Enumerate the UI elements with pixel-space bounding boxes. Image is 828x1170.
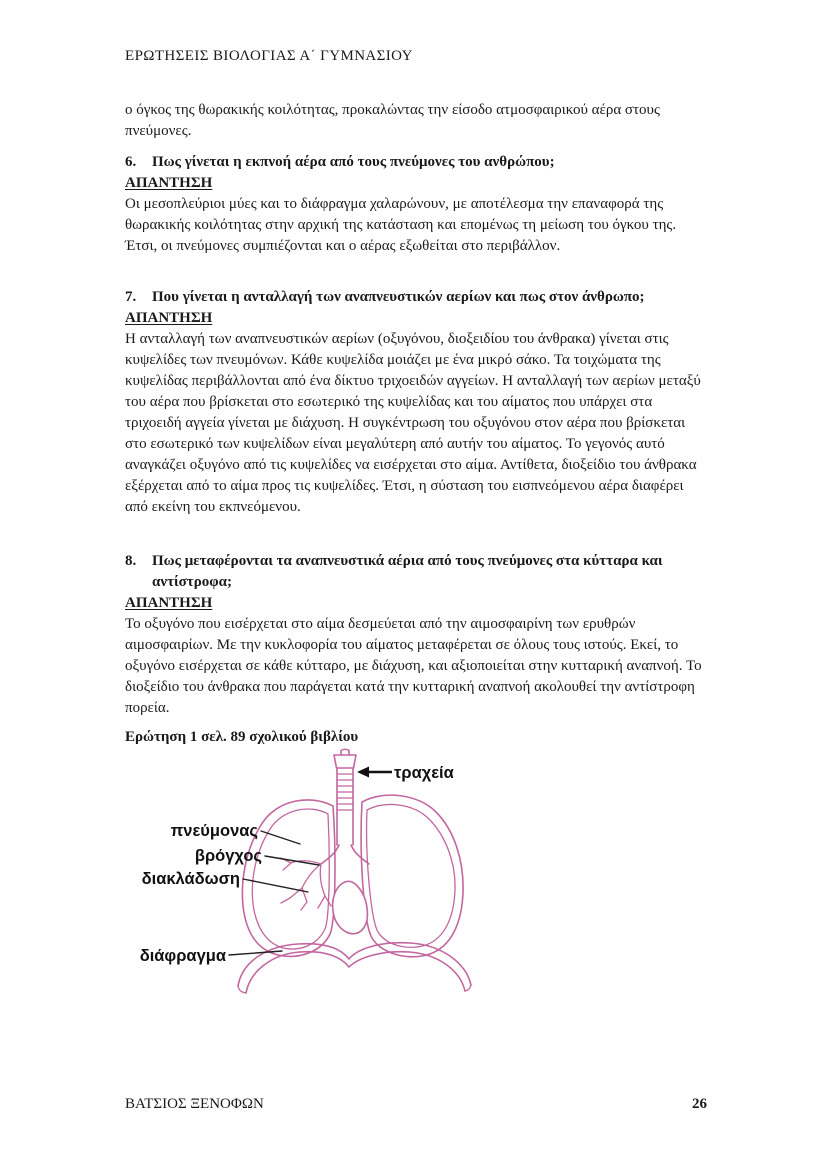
larynx-drawing — [341, 749, 349, 755]
branching-label: διακλάδωση — [141, 870, 240, 888]
document-header: ΕΡΩΤΗΣΕΙΣ ΒΙΟΛΟΓΙΑΣ Α΄ ΓΥΜΝΑΣΙΟΥ — [125, 48, 413, 64]
footer-page-number: 26 — [692, 1096, 707, 1112]
answer-label: ΑΠΑΝΤΗΣΗ — [125, 175, 213, 191]
lung-label: πνεύμονας — [170, 822, 258, 840]
trachea-label: τραχεία — [394, 764, 454, 782]
answer-6-text: Οι μεσοπλεύριοι μύες και το διάφραγμα χαλαρώνουν, με αποτέλεσμα την επαναφορά της θωρακικής κοιλότητας στην αρχική της κατάσταση και επομένως τη μείωση του όγκου της. Έτσι, οι πνεύμονες συμπιέζονται και ο αέρας εξωθείται στο περιβάλλον. — [125, 196, 677, 254]
question-block-7 — [125, 287, 707, 518]
question-block-8 — [125, 551, 707, 719]
diaphragm-label: διάφραγμα — [139, 947, 226, 965]
thyroid-cartilage-drawing — [334, 755, 356, 768]
question-8-number: 8. — [125, 553, 137, 569]
trachea-arrowhead-icon — [357, 767, 369, 778]
question-7-title — [125, 287, 707, 308]
respiratory-system-figure — [130, 748, 500, 1020]
answer-8-text: Το οξυγόνο που εισέρχεται στο αίμα δεσμεύεται από την αιμοσφαιρίνη των ερυθρών αιμοσφαιρίων. Με την κυκλοφορία του αίματος μεταφέρεται σε όλους τους ιστούς. Εκεί, το οξυγόνο εισέρχεται σε κάθε κύτταρο, με διάχυση, και αξιοποιείται στην κυτταρική αναπνοή. Το διοξείδιο του άνθρακα που παράγεται κατά την κυτταρική αναπνοή ακολουθεί την αντίστροφη πορεία. — [125, 616, 702, 716]
footer-author: ΒΑΤΣΙΟΣ ΞΕΝΟΦΩΝ — [125, 1096, 264, 1112]
right-lung-outline — [361, 795, 463, 957]
heart-drawing — [333, 881, 368, 934]
page-footer — [125, 1096, 707, 1113]
question-7-title-text: Που γίνεται η ανταλλαγή των αναπνευστικών αερίων και πως στον άνθρωπο; — [152, 289, 645, 305]
figure-heading: Ερώτηση 1 σελ. 89 σχολικού βιβλίου — [125, 729, 359, 745]
trachea-rings — [337, 774, 353, 810]
bronchus-label: βρόγχος — [194, 847, 262, 865]
question-6-title-text: Πως γίνεται η εκπνοή αέρα από τους πνεύμονες του ανθρώπου; — [152, 154, 555, 170]
answer-7-text: Η ανταλλαγή των αναπνευστικών αερίων (οξυγόνου, διοξειδίου του άνθρακα) γίνεται στις κυψελίδες των πνευμόνων. Κάθε κυψελίδα μοιάζει με ένα μικρό σάκο. Τα τοιχώματα της κυψελίδας περιβάλλονται από ένα δίκτυο τριχοειδών αγγείων. Η ανταλλαγή των αερίων μεταξύ του αέρα που βρίσκεται στο εσωτερικό της κυψελίδας και του αίματος που υπάρχει στα τριχοειδή αγγεία γίνεται με διάχυση. Η συγκέντρωση του οξυγόνου στον αέρα που βρίσκεται στο εσωτερικό των κυψελίδων είναι μεγαλύτερη από αυτήν του αίματος. Το γεγονός αυτό αναγκάζει οξυγόνο από τις κυψελίδες να εισέρχεται στο αίμα. Αντίθετα, διοξείδιο του άνθρακα εξέρχεται από το αίμα προς τις κυψελίδες. Έτσι, η σύσταση του εισπνεόμενου αέρα διαφέρει από εκείνη του εκπνεόμενου. — [125, 331, 701, 515]
question-7-number: 7. — [125, 289, 137, 305]
question-8-title-text: Πως μεταφέρονται τα αναπνευστικά αέρια από τους πνεύμονες στα κύτταρα και αντίστροφα; — [152, 553, 663, 590]
right-lung-pleura-line — [367, 804, 455, 947]
question-6-title — [125, 152, 707, 173]
question-block-6 — [125, 152, 707, 257]
question-8-title — [125, 551, 707, 593]
question-6-number: 6. — [125, 154, 137, 170]
diaphragm-inner-line — [246, 952, 465, 993]
diaphragm-drawing — [238, 943, 471, 986]
diaphragm-tips — [238, 985, 471, 993]
intro-paragraph: ο όγκος της θωρακικής κοιλότητας, προκαλώντας την είσοδο ατμοσφαιρικού αέρα στους πνεύμονες. — [125, 102, 660, 139]
answer-label: ΑΠΑΝΤΗΣΗ — [125, 595, 213, 611]
answer-label: ΑΠΑΝΤΗΣΗ — [125, 310, 213, 326]
